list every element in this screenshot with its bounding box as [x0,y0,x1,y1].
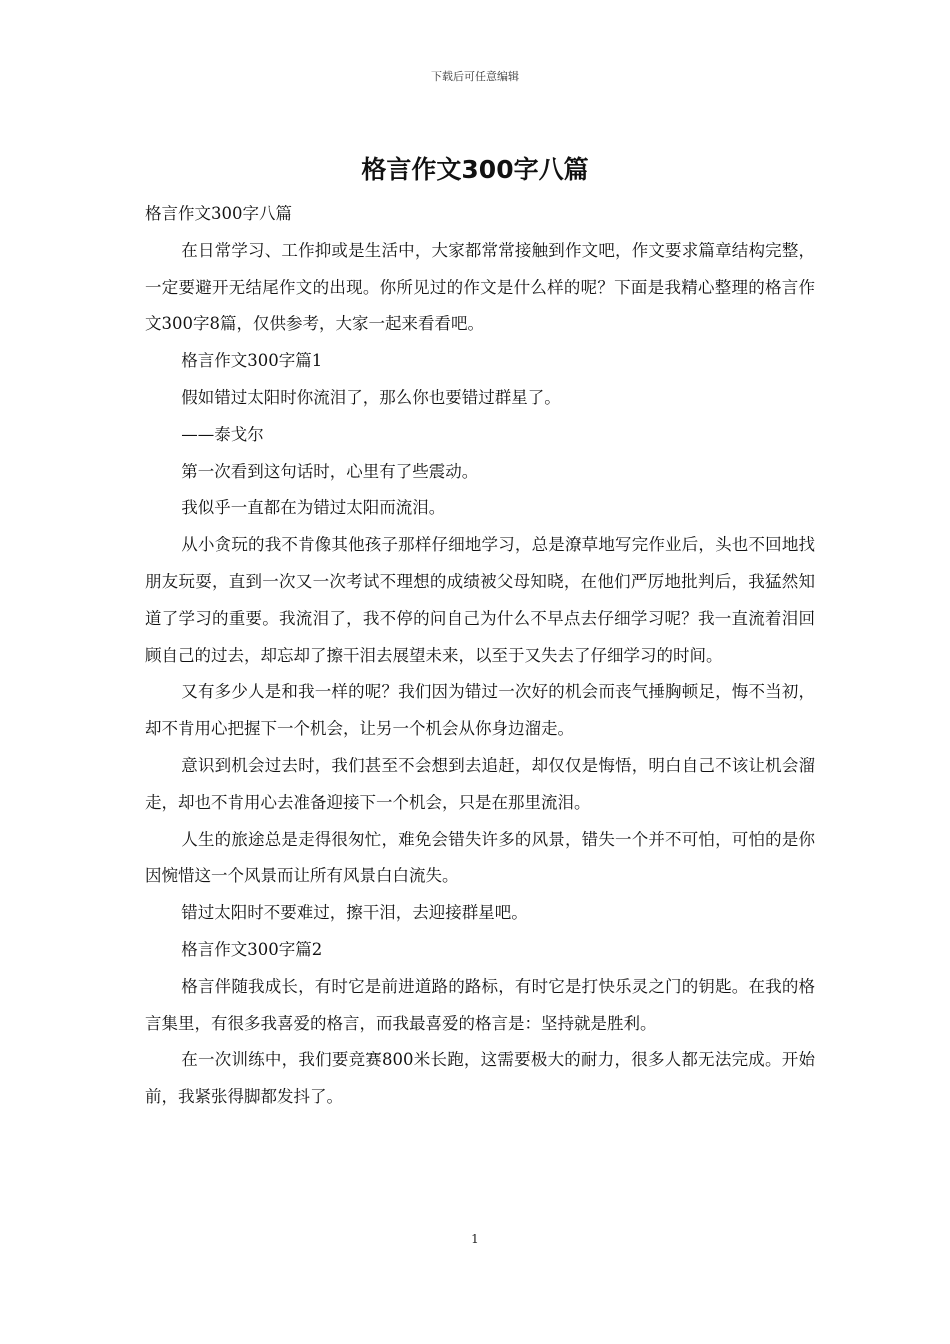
paragraph: 我似乎一直都在为错过太阳而流泪。 [181,498,446,518]
paragraph: 格言伴随我成长，有时它是前进道路的路标，有时它是打快乐灵之门的钥匙。在我的格言集里，有很多我喜爱的格言，而我最喜爱的格言是：坚持就是胜利。 [145,976,815,1033]
paragraph: 错过太阳时不要难过，擦干泪，去迎接群星吧。 [181,903,528,923]
page-number: 1 [471,1232,479,1246]
document-body [145,196,815,1116]
page-header-note: 下载后可任意编辑 [431,70,519,83]
paragraph: 从小贪玩的我不肯像其他孩子那样仔细地学习，总是潦草地写完作业后，头也不回地找朋友玩耍，直到一次又一次考试不理想的成绩被父母知晓，在他们严厉地批判后，我猛然知道了学习的重要。我流泪了，我不停的问自己为什么不早点去仔细学习呢？我一直流着泪回顾自己的过去，却忘却了擦干泪去展望未来，以至于又失去了仔细学习的时间。 [145,535,815,665]
paragraph: 假如错过太阳时你流泪了，那么你也要错过群星了。 [181,387,561,407]
paragraph: 第一次看到这句话时，心里有了些震动。 [181,461,479,481]
section-heading: 格言作文300字篇2 [181,939,323,959]
quote-attribution: ——泰戈尔 [181,424,264,444]
paragraph: 在一次训练中，我们要竞赛800米长跑，这需要极大的耐力，很多人都无法完成。开始前，我紧张得脚都发抖了。 [145,1050,815,1107]
paragraph: 又有多少人是和我一样的呢？我们因为错过一次好的机会而丧气捶胸顿足，悔不当初，却不肯用心把握下一个机会，让另一个机会从你身边溜走。 [145,682,815,739]
section-heading: 格言作文300字篇1 [181,351,323,371]
paragraph: 人生的旅途总是走得很匆忙，难免会错失许多的风景，错失一个并不可怕，可怕的是你因惋惜这一个风景而让所有风景白白流失。 [145,829,815,886]
paragraph: 意识到机会过去时，我们甚至不会想到去追赶，却仅仅是悔悟，明白自己不该让机会溜走，却也不肯用心去准备迎接下一个机会，只是在那里流泪。 [145,755,815,812]
document-title: 格言作文300字八篇 [361,155,589,184]
paragraph: 格言作文300字八篇 [145,204,292,223]
paragraph: 在日常学习、工作抑或是生活中，大家都常常接触到作文吧，作文要求篇章结构完整，一定要避开无结尾作文的出现。你所见过的作文是什么样的呢？下面是我精心整理的格言作文300字8篇，仅供参考，大家一起来看看吧。 [145,240,815,334]
